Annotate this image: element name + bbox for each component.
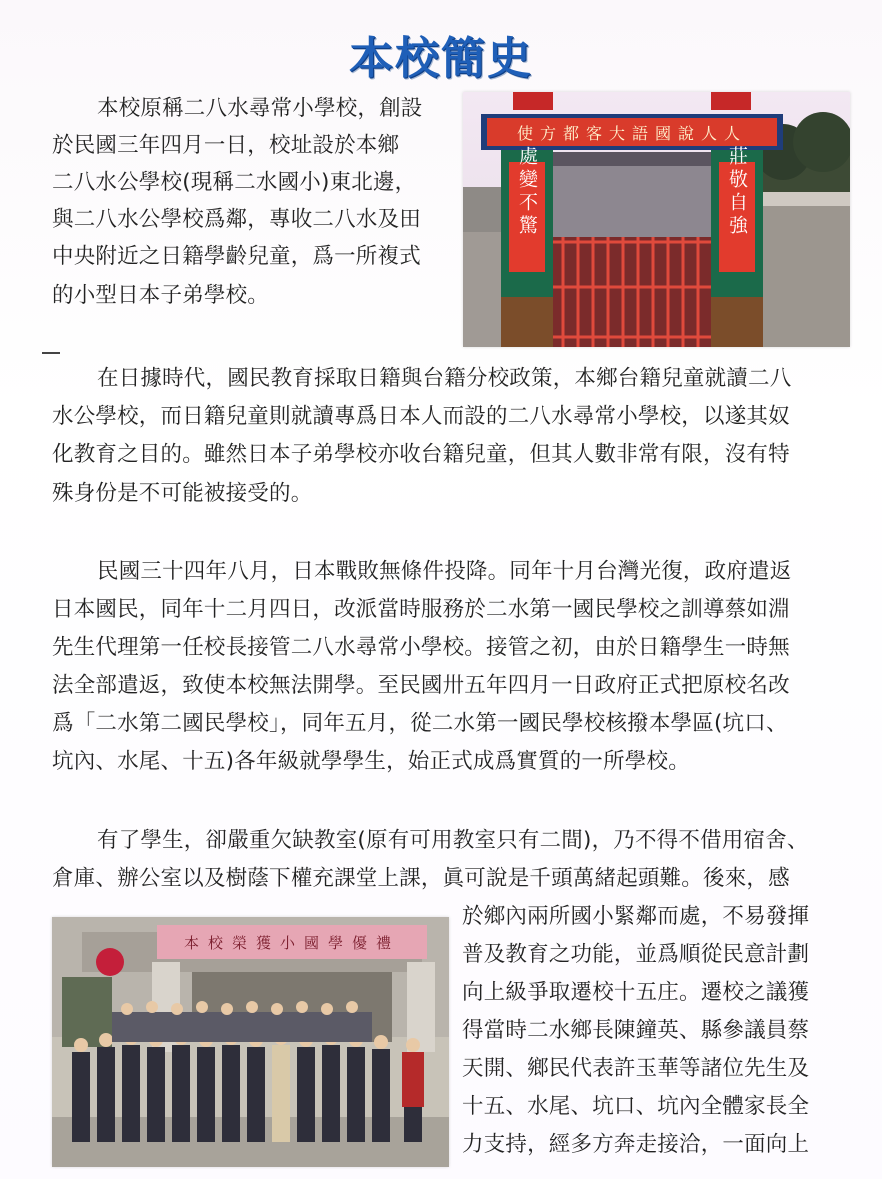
text-line: 坑內、水尾、十五)各年級就學學生，始正式成爲實質的一所學校。 bbox=[52, 749, 690, 774]
text-line: 水公學校，而日籍兒童則就讀專爲日本人而設的二八水尋常小學校，以遂其奴 bbox=[52, 404, 790, 429]
stray-mark bbox=[42, 352, 60, 354]
text-line: 本校原稱二八水尋常小學校，創設 bbox=[97, 96, 423, 121]
page-title: 本校簡史 bbox=[349, 33, 533, 84]
text-line: 倉庫、辦公室以及樹蔭下權充課堂上課，眞可說是千頭萬緒起頭難。後來，感 bbox=[52, 866, 790, 891]
text-line: 殊身份是不可能被接受的。 bbox=[52, 481, 313, 506]
text-line: 於鄉內兩所國小緊鄰而處，不易發揮 bbox=[462, 904, 810, 929]
text-line: 普及教育之功能，並爲順從民意計劃 bbox=[462, 942, 810, 967]
left-pillar-text: 處變不驚 bbox=[516, 146, 538, 238]
group-banner-text: 本校榮獲小國學優禮 bbox=[183, 934, 401, 952]
text-line: 力支持，經多方奔走接洽，一面向上 bbox=[462, 1132, 810, 1157]
text-line: 的小型日本子弟學校。 bbox=[52, 283, 270, 308]
gate-banner-text: 使方都客大語國說人人 bbox=[516, 124, 748, 143]
text-line: 爲「二水第二國民學校」，同年五月，從二水第一國民學校核撥本學區(坑口、 bbox=[52, 711, 788, 736]
text-line: 與二八水公學校爲鄰，專收二八水及田 bbox=[52, 207, 421, 232]
text-line: 先生代理第一任校長接管二八水尋常小學校。接管之初，由於日籍學生一時無 bbox=[52, 635, 790, 660]
right-pillar-text: 莊敬自強 bbox=[726, 146, 748, 238]
text-line: 十五、水尾、坑口、坑內全體家長全 bbox=[462, 1094, 810, 1119]
text-line: 化教育之目的。雖然日本子弟學校亦收台籍兒童，但其人數非常有限，沒有特 bbox=[52, 442, 790, 467]
text-line: 民國三十四年八月，日本戰敗無條件投降。同年十月台灣光復，政府遣返 bbox=[97, 559, 792, 584]
text-line: 有了學生，卻嚴重欠缺教室(原有可用教室只有二間)，乃不得不借用宿舍、 bbox=[97, 828, 809, 853]
text-line: 中央附近之日籍學齡兒童，爲一所複式 bbox=[52, 244, 421, 269]
text-line: 向上級爭取遷校十五庄。遷校之議獲 bbox=[462, 980, 810, 1005]
school-gate-photo bbox=[463, 92, 850, 347]
text-line: 日本國民，同年十二月四日，改派當時服務於二水第一國民學校之訓導蔡如淵 bbox=[52, 597, 790, 622]
text-line: 得當時二水鄉長陳鐘英、縣參議員蔡 bbox=[462, 1018, 810, 1043]
text-line: 二八水公學校(現稱二水國小)東北邊， bbox=[52, 170, 417, 195]
text-line: 天開、鄉民代表許玉華等諸位先生及 bbox=[462, 1056, 810, 1081]
group-photo bbox=[52, 917, 449, 1167]
text-line: 在日據時代，國民教育採取日籍與台籍分校政策，本鄉台籍兒童就讀二八 bbox=[97, 366, 792, 391]
text-line: 於民國三年四月一日，校址設於本鄉 bbox=[52, 133, 400, 158]
text-line: 法全部遣返，致使本校無法開學。至民國卅五年四月一日政府正式把原校名改 bbox=[52, 673, 790, 698]
